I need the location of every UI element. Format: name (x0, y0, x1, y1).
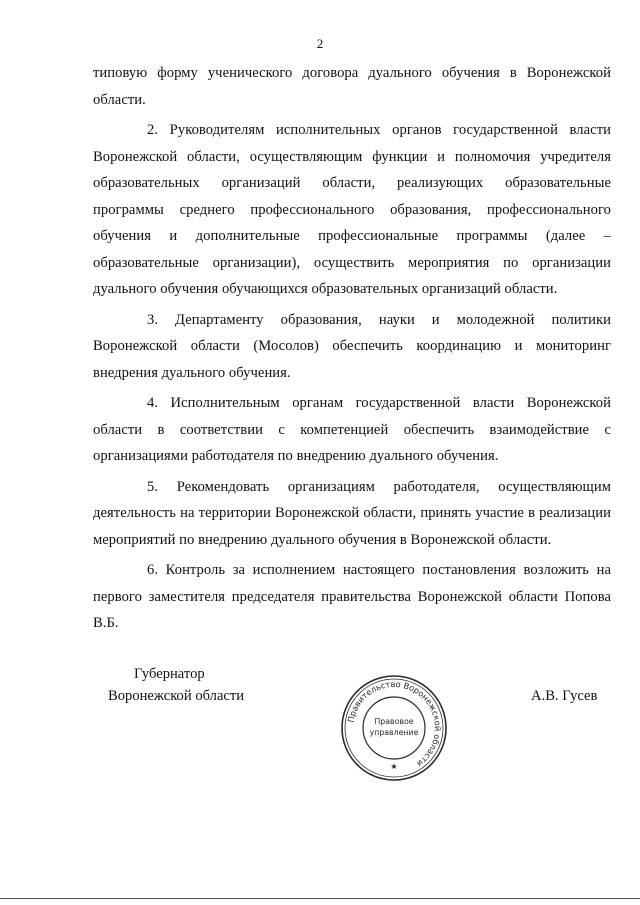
page-number: 2 (316, 36, 324, 51)
paragraph-item-2: 2. Руководителям исполнительных органов государственной власти Воронежской области, осуществляющим функции и полномочия учредителя образовательных организаций области, реализующих образовательные программы среднего профессионального образования, профессионального обучения и дополнительные профессиональные программы (далее – образовательные организации), осуществить мероприятия по организации дуального обучения обучающихся образовательных организаций области. (93, 122, 611, 297)
seal-star-icon: ★ (390, 762, 398, 771)
paragraph-item-5: 5. Рекомендовать организациям работодателя, осуществляющим деятельность на территории Воронежской области, принять участие в реализации мероприятий по внедрению дуального обучения в Воронежской области. (93, 478, 611, 548)
seal-inner-line1: Правовое (374, 717, 414, 726)
paragraph-item-6: 6. Контроль за исполнением настоящего постановления возложить на первого заместителя председателя правительства Воронежской области Попова В.Б. (93, 562, 611, 631)
paragraph-item-4: 4. Исполнительным органам государственной власти Воронежской области в соответствии с компетенцией обеспечить взаимодействие с организациями работодателя по внедрению дуального обучения. (93, 395, 611, 464)
paragraph-continuation: типовую форму ученического договора дуального обучения в Воронежской области. (93, 65, 611, 108)
signatory-title-line1: Губернатор (134, 666, 205, 682)
page-bottom-edge (0, 898, 640, 899)
signatory-title-line2: Воронежской области (108, 688, 245, 704)
seal-inner-line2: управление (369, 728, 419, 737)
paragraph-item-3: 3. Департаменту образования, науки и молодежной политики Воронежской области (Мосолов) обеспечить координацию и мониторинг внедрения дуального обучения. (93, 311, 611, 381)
signatory-name: А.В. Гусев (531, 688, 598, 704)
seal-outer-text-path: Правительство Воронежской области (345, 678, 444, 769)
signatory-title (108, 663, 245, 707)
document-body (93, 60, 611, 641)
official-seal (339, 673, 449, 783)
